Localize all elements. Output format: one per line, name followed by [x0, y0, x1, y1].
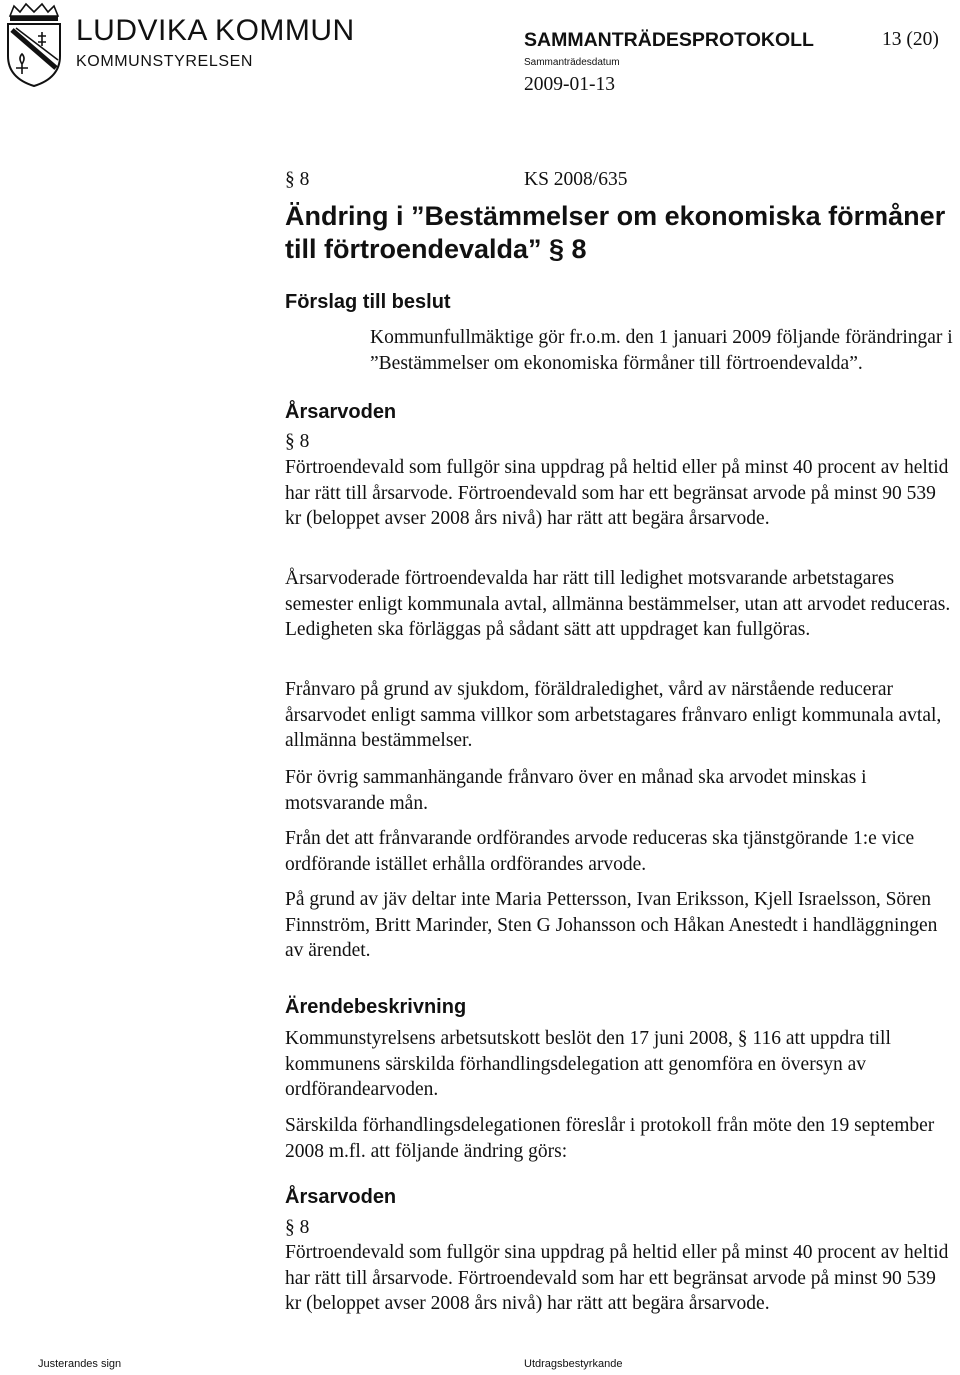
description-heading: Ärendebeskrivning [285, 996, 467, 1018]
proposal-heading: Förslag till beslut [285, 291, 451, 313]
proposal-paragraph-2: Årsarvoderade förtroendevalda har rätt till ledighet motsvarande arbetstagares semester enligt kommunala avtal, allmänna bestämmelser, utan att arvodet reduceras. Ledigheten ska förläggas på sådant sätt att uppdraget kan fullgöras. [285, 568, 951, 640]
date-label: Sammanträdesdatum [524, 57, 620, 68]
proposal-section-sign: § 8 [285, 431, 310, 452]
description-subheading: Årsarvoden [285, 1186, 397, 1208]
meeting-date: 2009-01-13 [524, 74, 615, 95]
proposal-paragraph-6: På grund av jäv deltar inte Maria Pettersson, Ivan Eriksson, Kjell Israelsson, Sören Finnström, Britt Marinder, Sten G Johansson och Håkan Anestedt i handläggningen av ärendet. [285, 889, 938, 961]
municipal-coat-of-arms-icon [2, 2, 66, 88]
proposal-subheading: Årsarvoden [285, 401, 397, 423]
proposal-paragraph-4: För övrig sammanhängande frånvaro över en månad ska arvodet minskas i motsvarande mån. [285, 767, 867, 814]
organization-name: LUDVIKA KOMMUN [76, 14, 355, 47]
case-number: KS 2008/635 [524, 169, 628, 190]
footer-extract-label: Utdragsbestyrkande [524, 1358, 623, 1370]
page-indicator: 13 (20) [882, 29, 939, 50]
document-type: SAMMANTRÄDESPROTOKOLL [524, 29, 814, 51]
organization-department: KOMMUNSTYRELSEN [76, 53, 254, 70]
section-number: § 8 [285, 169, 310, 190]
description-quote: Förtroendevald som fullgör sina uppdrag på heltid eller på minst 40 procent av heltid har rätt till årsarvode. Förtroendevald som har ett begränsat arvode på minst 90 539 kr (beloppet avser 2008 års nivå) har rätt att begära årsarvode. [285, 1242, 949, 1314]
footer-sign-label: Justerandes sign [38, 1358, 122, 1370]
description-section-sign: § 8 [285, 1217, 310, 1238]
proposal-intro: Kommunfullmäktige gör fr.o.m. den 1 januari 2009 följande förändringar i ”Bestämmelser om ekonomiska förmåner till förtroendevalda”. [370, 327, 953, 374]
description-paragraph-1: Kommunstyrelsens arbetsutskott beslöt den 17 juni 2008, § 116 att uppdra till kommunens särskilda förhandlingsdelegation att genomföra en översyn av ordförandearvoden. [285, 1028, 891, 1100]
proposal-paragraph-1: Förtroendevald som fullgör sina uppdrag på heltid eller på minst 40 procent av heltid har rätt till årsarvode. Förtroendevald som har ett begränsat arvode på minst 90 539 kr (beloppet avser 2008 års nivå) har rätt att begära årsarvode. [285, 457, 949, 529]
description-paragraph-2: Särskilda förhandlingsdelegationen föreslår i protokoll från möte den 19 september 2008 m.fl. att följande ändring görs: [285, 1115, 935, 1162]
page-title: Ändring i ”Bestämmelser om ekonomiska förmåner till förtroendevalda” § 8 [285, 201, 946, 264]
proposal-paragraph-3: Frånvaro på grund av sjukdom, föräldraledighet, vård av närstående reducerar årsarvodet enligt samma villkor som arbetstagares frånvaro enligt kommunala avtal, allmänna bestämmelser. [285, 679, 942, 751]
proposal-paragraph-5: Från det att frånvarande ordförandes arvode reduceras ska tjänstgörande 1:e vice ordförande istället erhålla ordförandes arvode. [285, 828, 915, 875]
